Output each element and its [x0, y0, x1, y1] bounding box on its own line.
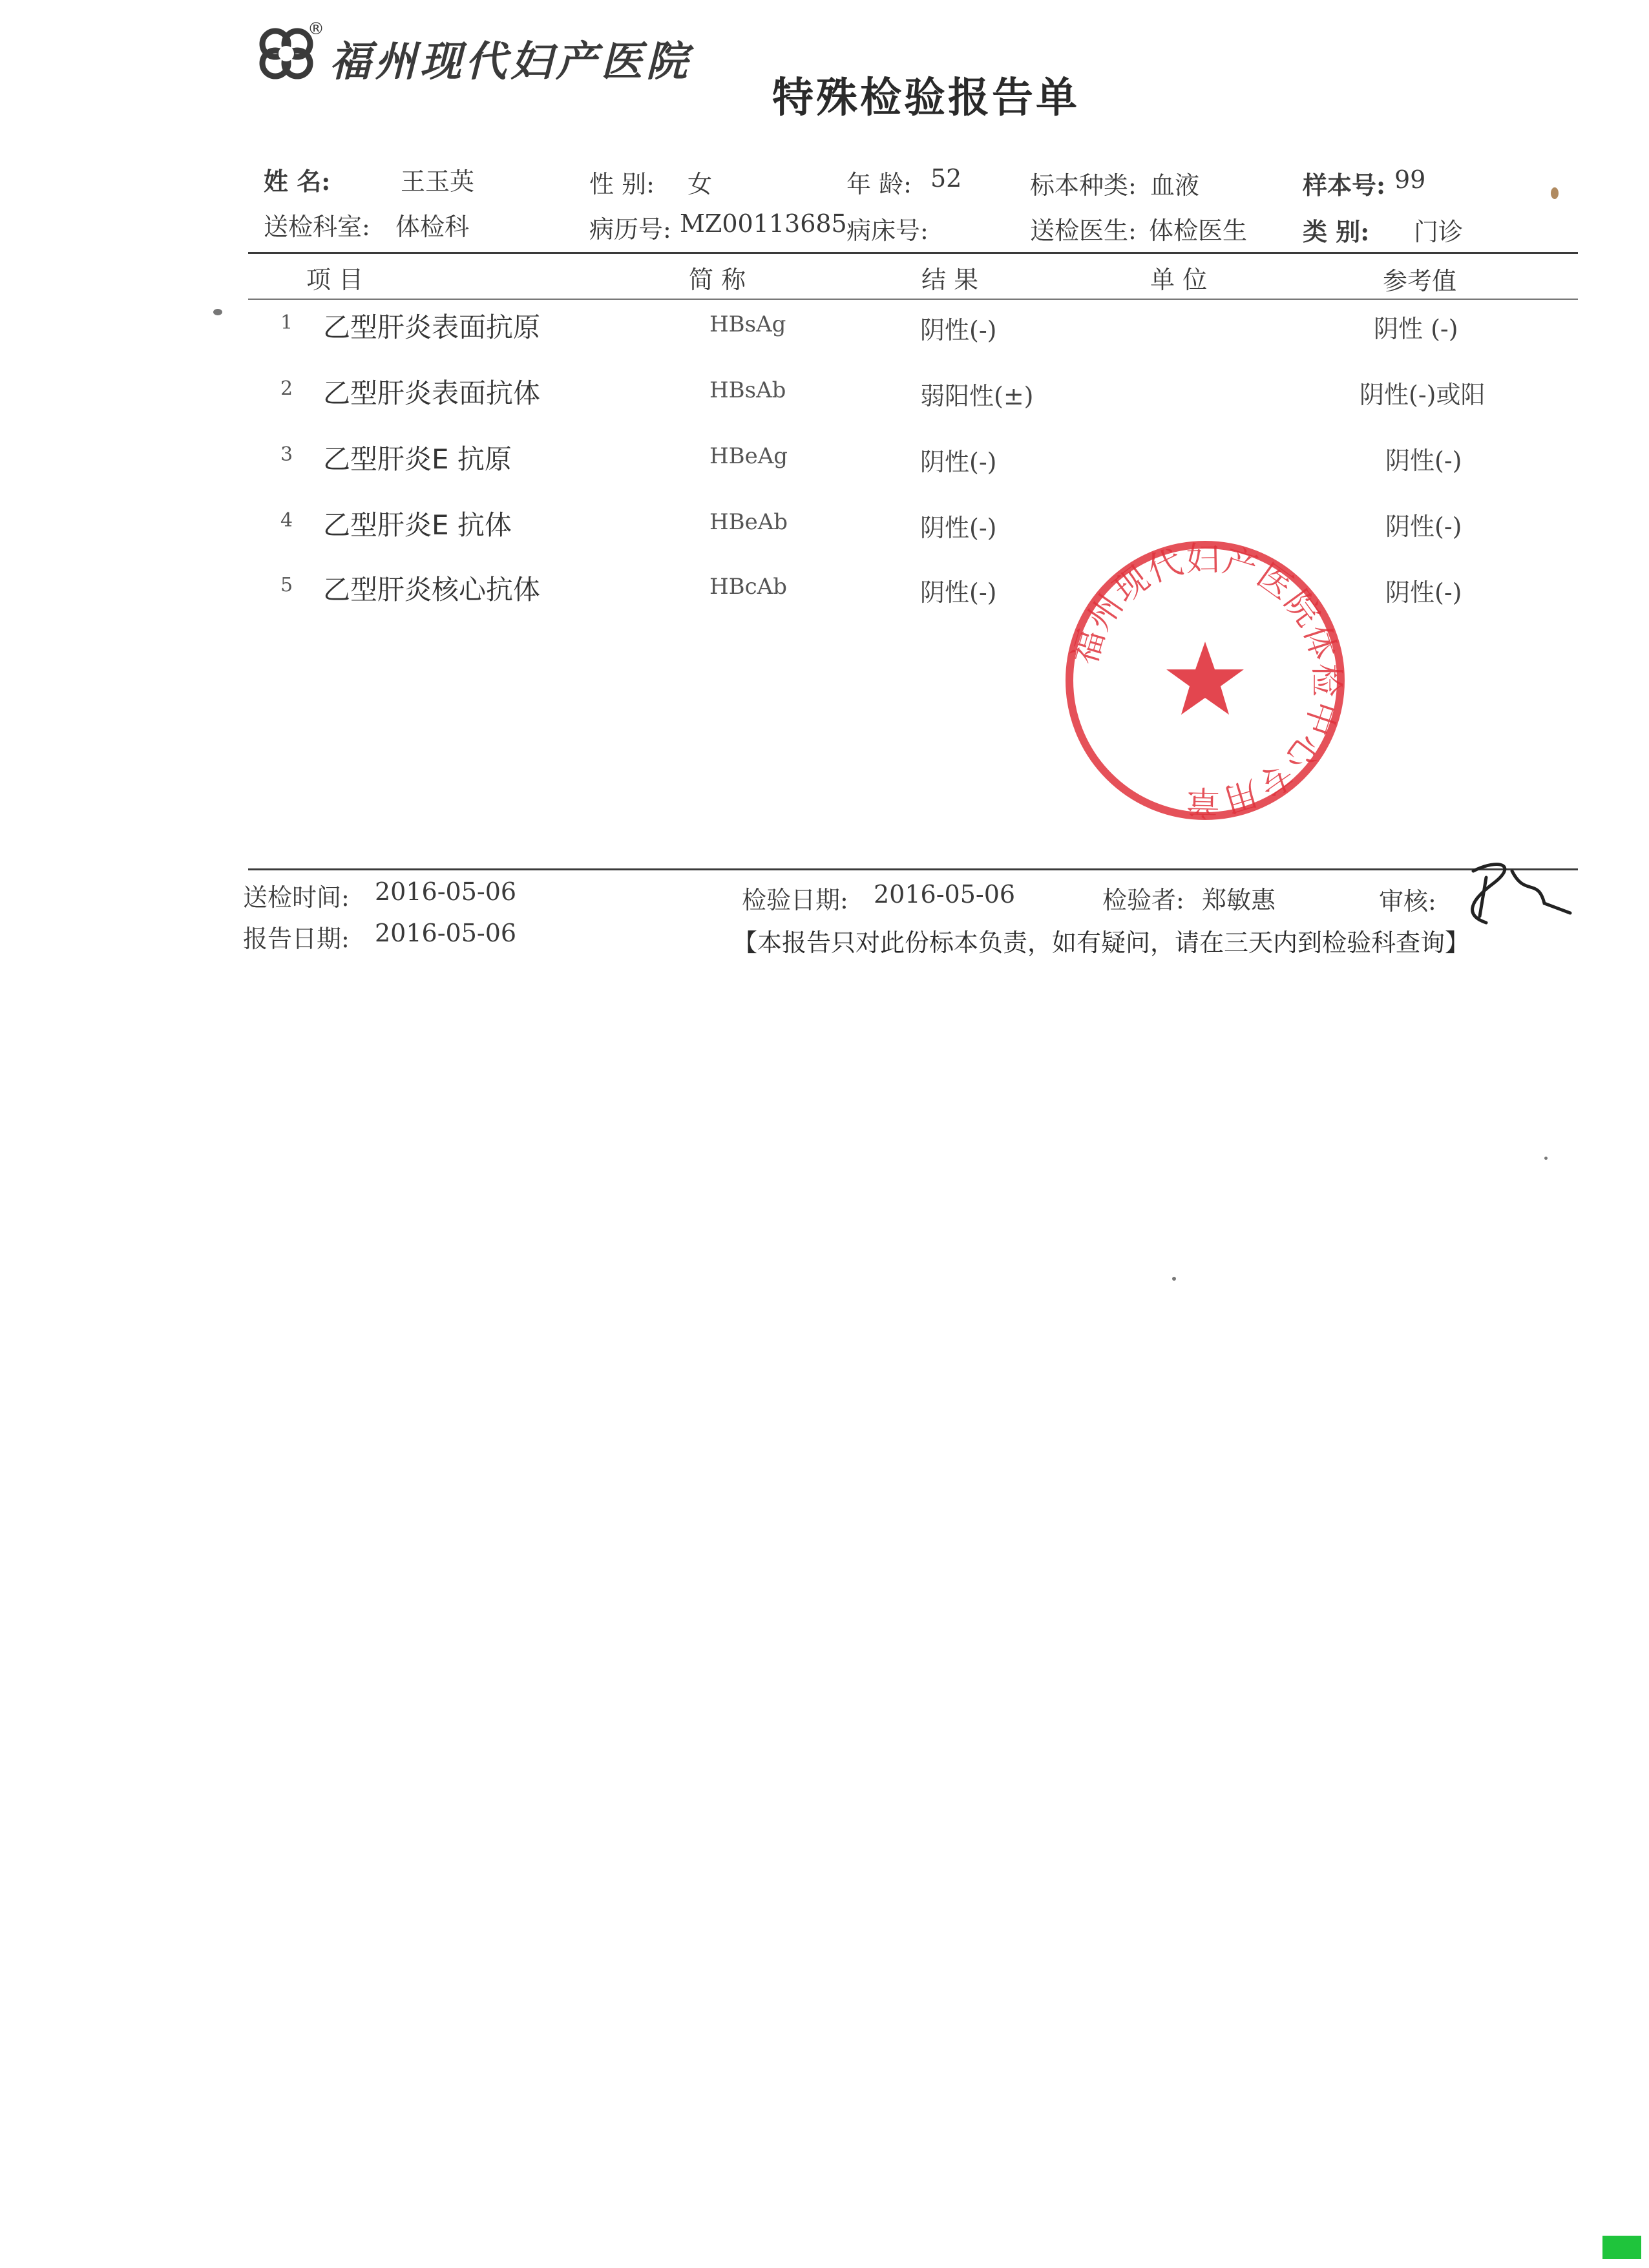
- scan-speck: [213, 309, 222, 315]
- row-abbr: HBeAb: [709, 509, 788, 535]
- scan-speck: [1551, 187, 1559, 199]
- green-corner-marker: [1602, 2236, 1641, 2259]
- age-label: 年 龄:: [846, 170, 912, 198]
- col-header-result: 结 果: [921, 266, 979, 294]
- col-header-unit: 单 位: [1150, 266, 1208, 294]
- row-result: 阴性(-): [920, 316, 997, 344]
- footer-rule: [248, 868, 1578, 870]
- row-reference: 阴性(-)或阳: [1360, 381, 1486, 409]
- record-no-label: 病历号:: [589, 215, 671, 244]
- row-test-name: 乙型肝炎E 抗体: [323, 509, 512, 541]
- bed-no-label: 病床号:: [846, 216, 929, 245]
- col-header-abbr: 简 称: [689, 266, 746, 294]
- row-reference: 阴性(-): [1385, 512, 1462, 541]
- row-number: 3: [280, 443, 293, 466]
- scan-speck: [1172, 1277, 1176, 1281]
- category-label: 类 别:: [1303, 217, 1370, 246]
- sample-no: 99: [1394, 165, 1426, 194]
- send-time: 2016-05-06: [375, 877, 517, 906]
- row-result: 阴性(-): [920, 448, 997, 476]
- test-date-label: 检验日期:: [742, 886, 848, 914]
- col-header-item: 项 目: [306, 266, 364, 294]
- row-test-name: 乙型肝炎表面抗原: [323, 311, 541, 343]
- record-no: MZ00113685: [680, 209, 847, 238]
- row-number: 2: [280, 377, 293, 400]
- table-top-rule: [248, 252, 1578, 254]
- row-result: 弱阳性(±): [920, 382, 1034, 410]
- dept: 体检科: [395, 213, 470, 241]
- col-header-reference: 参考值: [1383, 267, 1457, 295]
- row-number: 5: [280, 574, 293, 596]
- row-number: 4: [280, 509, 293, 532]
- row-number: 1: [280, 311, 293, 334]
- specimen-type: 血液: [1150, 171, 1200, 200]
- send-time-label: 送检时间:: [243, 883, 350, 912]
- report-date-label: 报告日期:: [243, 925, 350, 953]
- registered-mark: ®: [308, 19, 324, 39]
- doctor-label: 送检医生:: [1030, 216, 1137, 245]
- hospital-name: 福州现代妇产医院: [330, 38, 691, 86]
- doctor: 体检医生: [1149, 216, 1248, 245]
- report-title: 特殊检验报告单: [772, 74, 1080, 122]
- specimen-type-label: 标本种类:: [1030, 171, 1137, 200]
- reviewer-signature: [1447, 852, 1577, 932]
- gender-label: 性 别:: [589, 170, 655, 198]
- test-date: 2016-05-06: [874, 880, 1016, 908]
- row-reference: 阴性(-): [1385, 446, 1462, 475]
- row-result: 阴性(-): [920, 578, 997, 607]
- row-test-name: 乙型肝炎E 抗原: [323, 443, 512, 475]
- patient-gender: 女: [688, 170, 713, 198]
- row-abbr: HBeAg: [709, 443, 788, 469]
- row-test-name: 乙型肝炎核心抗体: [323, 574, 541, 605]
- name-label: 姓 名:: [264, 167, 331, 196]
- reviewer-label: 审核:: [1379, 887, 1436, 916]
- row-test-name: 乙型肝炎表面抗体: [323, 377, 541, 409]
- sample-no-label: 样本号:: [1303, 171, 1386, 200]
- patient-name: 王玉英: [401, 167, 475, 196]
- row-reference: 阴性 (-): [1374, 315, 1458, 343]
- tester-label: 检验者:: [1102, 886, 1184, 914]
- patient-age: 52: [930, 164, 962, 193]
- row-result: 阴性(-): [920, 514, 997, 542]
- stamp-text: 福州现代妇产医院体检中心专用章: [1066, 540, 1346, 821]
- row-reference: 阴性(-): [1385, 578, 1462, 607]
- dept-label: 送检科室:: [264, 213, 370, 241]
- category: 门诊: [1414, 218, 1464, 246]
- official-stamp: [1060, 535, 1350, 828]
- row-abbr: HBsAg: [709, 311, 786, 337]
- row-abbr: HBsAb: [709, 377, 786, 403]
- disclaimer: 【本报告只对此份标本负责，如有疑问，请在三天内到检验科查询】: [733, 929, 1470, 957]
- report-date: 2016-05-06: [375, 919, 517, 947]
- table-header-rule: [248, 299, 1578, 300]
- scan-speck: [1544, 1157, 1548, 1160]
- tester: 郑敏惠: [1202, 886, 1276, 914]
- row-abbr: HBcAb: [709, 574, 787, 600]
